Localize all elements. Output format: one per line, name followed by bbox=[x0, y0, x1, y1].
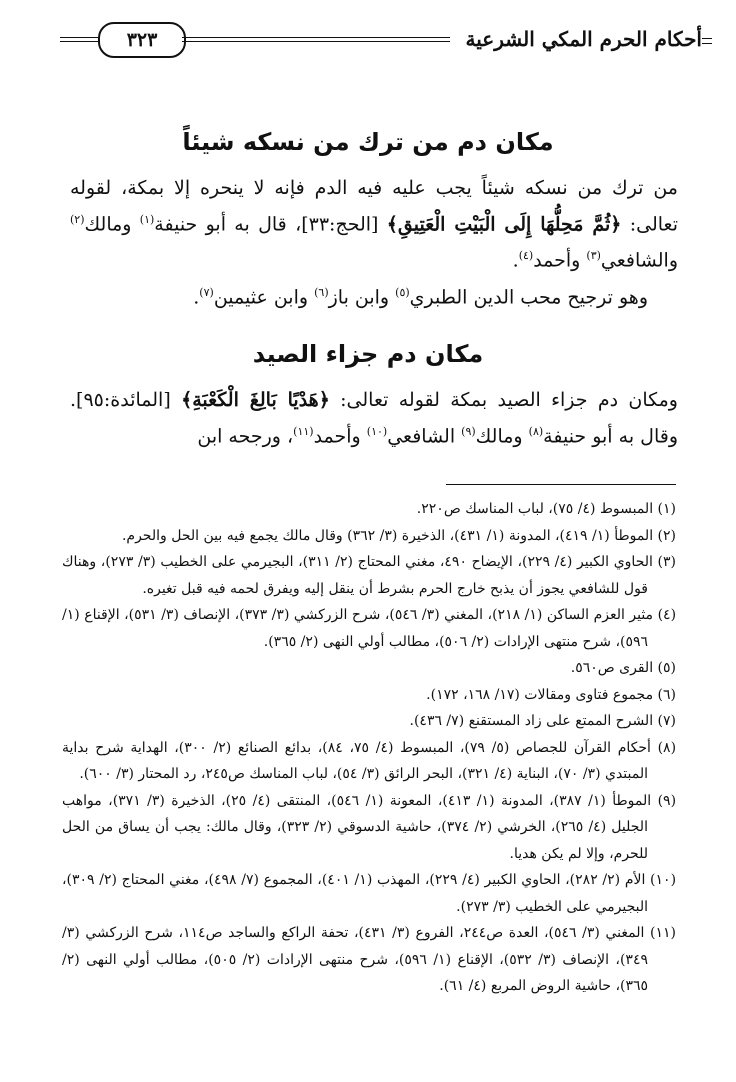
header-rule-tail bbox=[60, 37, 98, 42]
header-rule bbox=[182, 37, 450, 42]
text-run: [الحج:٣٣]، قال به أبو حنيفة bbox=[154, 213, 387, 236]
page-number-badge bbox=[98, 22, 186, 58]
footnote-ref: (٤) bbox=[518, 249, 534, 263]
section-body-2 bbox=[70, 384, 678, 452]
text-run: ، ورجحه ابن bbox=[197, 425, 294, 448]
quran-verse: ﴿هَدْيًا بَالِغَ الْكَعْبَةِ﴾ bbox=[181, 389, 330, 411]
quran-verse: ﴿ثُمَّ مَحِلُّهَا إِلَى الْبَيْتِ الْعَتِيقِ﴾ bbox=[386, 213, 622, 236]
paragraph bbox=[70, 277, 678, 313]
text-run: الشافعي bbox=[387, 425, 462, 448]
footnote: (٤) مثير العزم الساكن (١/ ٢١٨)، المغني (٣/ ٥٤٦)، شرح الزركشي (٣/ ٣٧٣)، الإنصاف (٣/ ٥٣١)، الإقناع (١/ ٥٩٦)، شرح منتهى الإرادات (٢/ ٥٠٦)، مطالب أولي النهى (٢/ ٣٦٥). bbox=[62, 607, 677, 650]
footnotes bbox=[62, 496, 676, 1000]
footnote-ref: (٩) bbox=[461, 425, 476, 438]
section-heading-1: مكان دم من ترك من نسكه شيئاً bbox=[182, 128, 554, 156]
footnote: (٩) الموطأ (١/ ٣٨٧)، المدونة (١/ ٤١٣)، المعونة (١/ ٥٤٦)، المنتقى (٤/ ٢٥)، الذخيرة (٣/ ٣٧١)، مواهب الجليل (٤/ ٢٦٥)، الخرشي (٢/ ٣٧٤)، حاشية الدسوقي (٢/ ٣٢٣)، وقال مالك: يجب أن يساق من الحل للحرم، وإلا لم يكن هديا. bbox=[62, 792, 677, 862]
text-run: وأحمد bbox=[533, 249, 587, 272]
section-heading-2: مكان دم جزاء الصيد bbox=[252, 340, 484, 368]
footnote: (٨) أحكام القرآن للجصاص (٥/ ٧٩)، المبسوط (٤/ ٧٥، ٨٤)، بدائع الصنائع (٢/ ٣٠٠)، الهداية شرح بداية المبتدي (٣/ ٧٠)، البناية (٤/ ٣٢١)، البحر الرائق (٣/ ٥٤)، لباب المناسك ص٢٤٥، رد المحتار (٣/ ٦٠٠). bbox=[62, 739, 677, 782]
header-dash bbox=[702, 38, 712, 44]
footnote: (٥) القرى ص٥٦٠. bbox=[570, 660, 676, 676]
text-run: ومالك bbox=[475, 425, 529, 448]
footnote-ref: (٣) bbox=[586, 249, 601, 263]
footnote-ref: (١٠) bbox=[366, 425, 388, 438]
footnote-ref: (٥) bbox=[395, 285, 410, 299]
footnote-ref: (٢) bbox=[70, 213, 85, 226]
footnote-ref: (١) bbox=[139, 213, 155, 226]
footnote-separator bbox=[446, 484, 676, 485]
footnote-ref: (٧) bbox=[199, 285, 214, 299]
footnote: (١) المبسوط (٤/ ٧٥)، لباب المناسك ص٢٢٠. bbox=[416, 501, 676, 517]
running-title: أحكام الحرم المكي الشرعية bbox=[465, 27, 702, 51]
paragraph bbox=[70, 384, 678, 452]
footnote-ref: (١١) bbox=[293, 425, 314, 438]
footnote-ref: (٨) bbox=[528, 425, 544, 438]
footnote: (٧) الشرح الممتع على زاد المستقنع (٧/ ٤٣٦). bbox=[409, 713, 676, 729]
paragraph bbox=[70, 172, 678, 277]
footnote-ref: (٦) bbox=[314, 285, 329, 299]
text-run: ومكان دم جزاء الصيد بمكة لقوله تعالى: bbox=[329, 389, 678, 411]
text-run: ومالك bbox=[84, 213, 140, 236]
text-run: من ترك من نسكه شيئاً يجب عليه فيه الدم فإنه لا ينحره إلا بمكة، لقوله تعالى: bbox=[70, 177, 679, 236]
text-run: [المائدة:٩٥]. وقال به أبو حنيفة bbox=[70, 389, 678, 448]
footnote: (١٠) الأم (٢/ ٢٨٢)، الحاوي الكبير (٤/ ٢٢٩)، المهذب (١/ ٤٠١)، المجموع (٧/ ٤٩٨)، مغني المحتاج (٢/ ٣٠٩)، البجيرمي على الخطيب (٣/ ٢٧٣). bbox=[62, 872, 677, 915]
text-run: وأحمد bbox=[313, 425, 367, 448]
footnote: (٦) مجموع فتاوى ومقالات (١٧/ ١٦٨، ١٧٢). bbox=[426, 686, 676, 703]
text-run: وابن باز bbox=[328, 285, 396, 308]
text-run: والشافعي bbox=[600, 249, 678, 272]
footnote: (٢) الموطأ (١/ ٤١٩)، المدونة (١/ ٤٣١)، الذخيرة (٣/ ٣٦٢) وقال مالك يجمع فيه بين الحل والحرم. bbox=[121, 527, 676, 544]
text-run: . bbox=[193, 285, 200, 308]
text-run: وابن عثيمين bbox=[213, 285, 315, 308]
section-body-1 bbox=[70, 172, 678, 313]
footnote: (٣) الحاوي الكبير (٤/ ٢٢٩)، الإيضاح ٤٩٠، مغني المحتاج (٢/ ٣١١)، البجيرمي على الخطيب (٣/ ٢٧٣)، وهناك قول للشافعي يجوز أن يذبح خارج الحرم بشرط أن ينقل إليه ويفرق لحمه فيه قبل تغيره. bbox=[62, 554, 676, 597]
text-run: . bbox=[512, 249, 519, 272]
running-header bbox=[60, 22, 702, 62]
text-run: وهو ترجيح محب الدين الطبري bbox=[409, 285, 648, 308]
page-number: ٣٢٣ bbox=[126, 29, 158, 51]
footnote: (١١) المغني (٣/ ٥٤٦)، العدة ص٢٤٤، الفروع (٣/ ٤٣١)، تحفة الراكع والساجد ص١١٤، شرح الزركشي (٣/ ٣٤٩)، الإنصاف (٣/ ٥٣٢)، الإقناع (١/ ٥٩٦)، شرح منتهى الإرادات (٢/ ٥٠٥)، مطالب أولي النهى (٢/ ٣٦٥)، حاشية الروض المربع (٤/ ٦١). bbox=[62, 925, 676, 994]
